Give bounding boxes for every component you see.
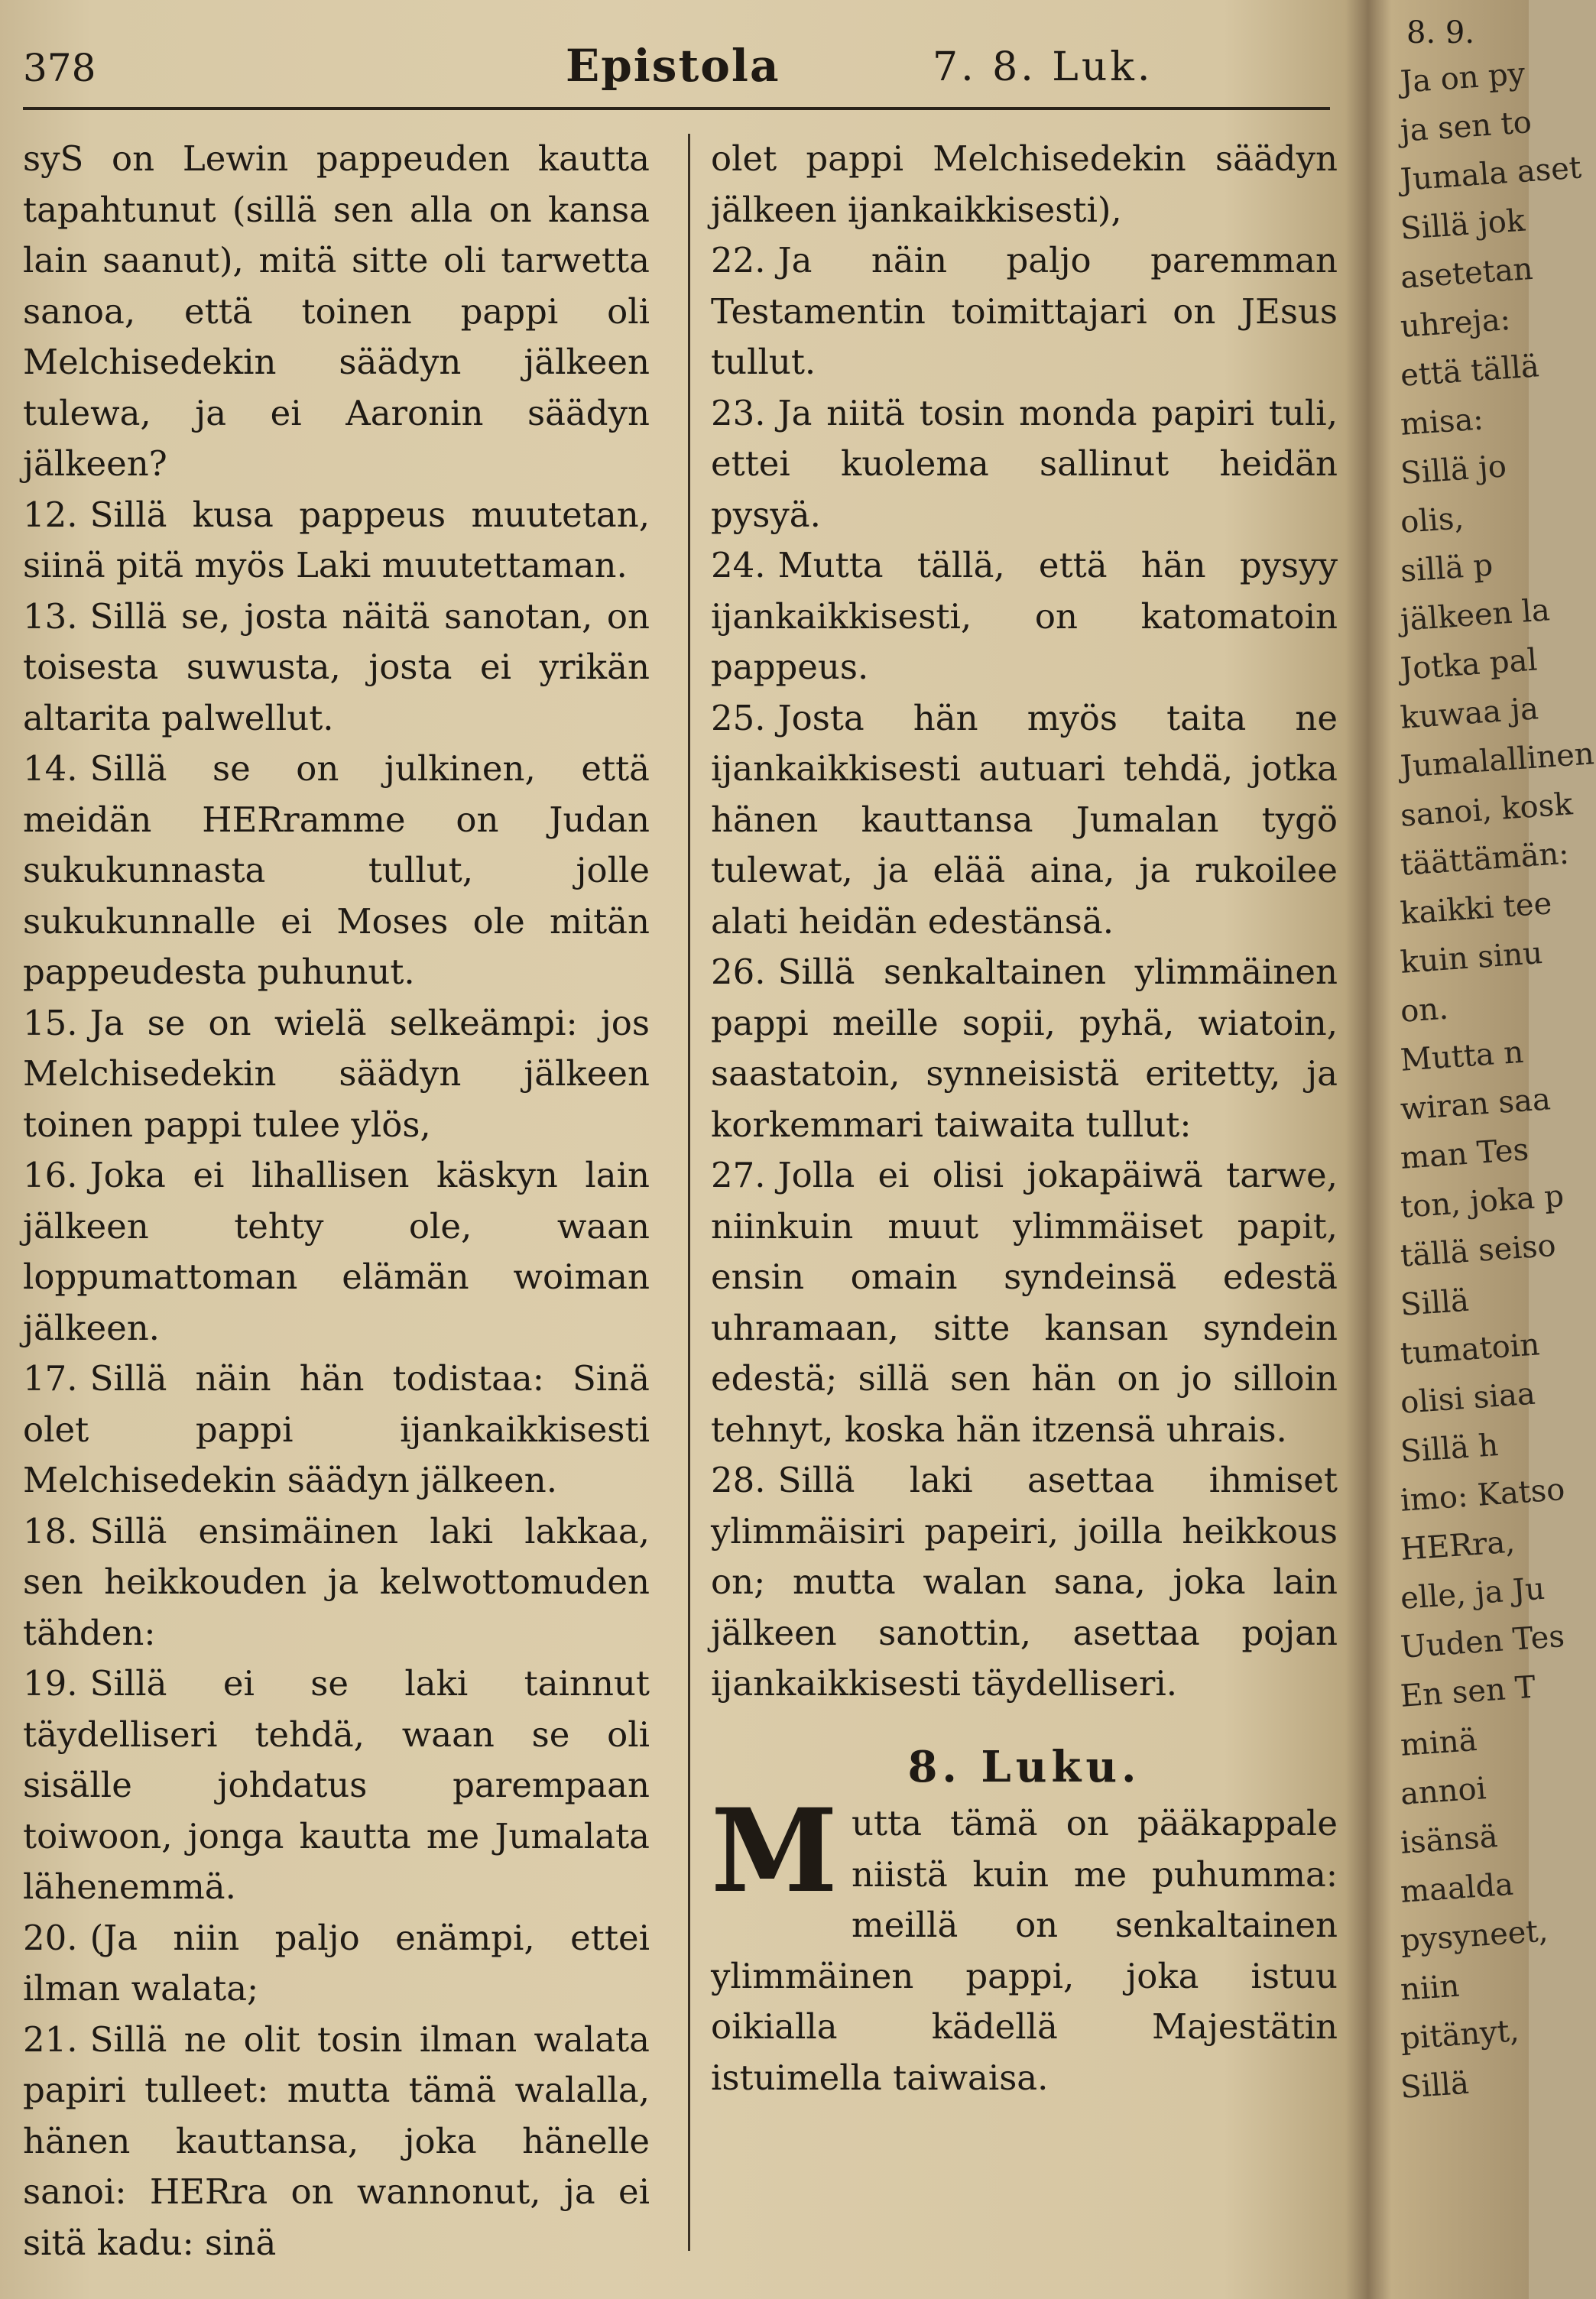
verse <box>711 947 1338 1150</box>
verse <box>23 1354 650 1506</box>
facing-page-line: asetetan <box>1399 251 1534 296</box>
facing-page-line: tällä seiso <box>1399 1227 1558 1274</box>
verse-text: Sillä ne olit tosin ilman walata papiri tulleet: mutta tämä walalla, hänen kauttansa, joka hänelle sanoi: HERra on wannonut, ja ei sitä kadu: sinä <box>23 2019 650 2263</box>
verse-number: 12. <box>23 494 78 535</box>
verse <box>23 744 650 998</box>
verse <box>711 1150 1338 1455</box>
facing-page-header: 8. 9. <box>1406 15 1475 50</box>
verse-text: Sillä ensimäinen laki lakkaa, sen heikkouden ja kelwottomuden tähden: <box>23 1510 650 1653</box>
chapter-reference: 7. 8. Luk. <box>933 44 1153 90</box>
facing-page-line: kuin sinu <box>1399 935 1544 981</box>
verse-text: Sillä se, josta näitä sanotan, on toisesta suwusta, josta ei yrikän altarita palwellut. <box>23 595 650 738</box>
verse-text: (Ja niin paljo enämpi, ettei ilman walata; <box>23 1917 650 2009</box>
facing-page-line: ton, joka p <box>1399 1179 1565 1225</box>
verse-text: Sillä kusa pappeus muutetan, siinä pitä myös Laki muutettaman. <box>23 494 650 585</box>
facing-page-line: annoi <box>1399 1771 1487 1812</box>
verse-continuation: syS on Lewin pappeuden kautta tapahtunut (sillä sen alla on kansa lain saanut), mitä sitte oli tarwetta sanoa, että toinen pappi oli Melchisedekin säädyn jälkeen tulewa, ja ei Aaronin säädyn jälkeen? <box>23 138 650 484</box>
verse <box>711 1455 1338 1710</box>
facing-page-line: Ja on py <box>1399 56 1526 100</box>
facing-page-line: sanoi, kosk <box>1399 786 1574 834</box>
facing-page-line: niin <box>1399 1968 1461 2008</box>
facing-page-line: Jumala aset <box>1399 150 1583 198</box>
drop-cap: M <box>711 1784 839 1918</box>
verse-number: 24. <box>711 545 766 585</box>
facing-page-line: Uuden Tes <box>1399 1618 1566 1665</box>
facing-page-line: on. <box>1399 991 1450 1030</box>
facing-page-line: ja sen to <box>1399 104 1533 149</box>
facing-page-line: pitänyt, <box>1399 2013 1520 2057</box>
verse-text: Ja niitä tosin monda papiri tuli, ettei kuolema sallinut heidän pysyä. <box>711 392 1338 535</box>
facing-page-line: En sen T <box>1399 1669 1537 1714</box>
facing-page-edge <box>1391 0 1596 2299</box>
left-column <box>23 134 650 2268</box>
verse-text: Ja se on wielä selkeämpi: jos Melchisedekin säädyn jälkeen toinen pappi tulee ylös, <box>23 1002 650 1145</box>
chapter-intro <box>711 1784 1338 2103</box>
verse-number: 26. <box>711 952 766 992</box>
verse-number: 19. <box>23 1663 78 1704</box>
verse-text: Sillä laki asettaa ihmiset ylimmäisiri papeiri, joilla heikkous on; mutta walan sana, joka lain jälkeen sanottin, asettaa pojan ijankaikkisesti täydelliseri. <box>711 1460 1338 1704</box>
facing-page-line: isänsä <box>1399 1819 1499 1861</box>
verse-number: 21. <box>23 2019 78 2060</box>
facing-page-line: että tällä <box>1399 349 1541 394</box>
verse <box>23 998 650 1151</box>
verse <box>711 540 1338 693</box>
facing-page-line: elle, ja Ju <box>1399 1571 1546 1616</box>
verse <box>23 490 650 592</box>
facing-page-line: wiran saa <box>1399 1081 1552 1127</box>
facing-page-line: imo: Katso <box>1399 1471 1566 1519</box>
verse <box>23 2015 650 2269</box>
page-number: 378 <box>23 46 96 90</box>
verse-number: 22. <box>711 240 766 280</box>
facing-page-line: minä <box>1399 1722 1478 1763</box>
verse-text: Sillä senkaltainen ylimmäinen pappi meille sopii, pyhä, wiatoin, saastatoin, synneisistä eritetty, ja korkemmari taiwaita tullut: <box>711 952 1338 1145</box>
page-header <box>23 23 1330 110</box>
verse <box>23 1506 650 1659</box>
verse-number: 27. <box>711 1155 766 1195</box>
verse <box>711 693 1338 948</box>
verse-text: Joka ei lihallisen käskyn lain jälkeen tehty ole, waan loppumattoman elämän woiman jälkeen. <box>23 1155 650 1348</box>
facing-page-line: sillä p <box>1399 547 1494 589</box>
facing-page-line: jälkeen la <box>1399 592 1552 638</box>
column-divider <box>688 134 690 2251</box>
verse-number: 25. <box>711 697 766 738</box>
verse-text: Jolla ei olisi jokapäiwä tarwe, niinkuin muut ylimmäiset papit, ensin omain syndeinsä edestä uhramaan, sitte kansan syndein edestä; sillä sen hän on jo silloin tehnyt, koska hän itzensä uhrais. <box>711 1155 1338 1450</box>
facing-page-line: Sillä h <box>1399 1428 1500 1470</box>
verse <box>23 1150 650 1354</box>
facing-page-line: maalda <box>1399 1866 1515 1910</box>
verse-number: 15. <box>23 1002 78 1043</box>
facing-page-line: pysyneet, <box>1399 1913 1549 1959</box>
facing-page-line: Jumalallinen <box>1399 736 1596 785</box>
verse-text: Sillä näin hän todistaa: Sinä olet pappi ijankaikkisesti Melchisedekin säädyn jälkeen. <box>23 1358 650 1500</box>
verse-number: 28. <box>711 1460 766 1500</box>
facing-page-line: Sillä <box>1399 2065 1471 2106</box>
verse <box>711 388 1338 541</box>
verse-number: 23. <box>711 392 766 433</box>
facing-page-line: HERra, <box>1399 1524 1517 1568</box>
right-column <box>711 134 1338 2103</box>
facing-page-lines <box>1391 56 1596 2113</box>
verse <box>23 1659 650 1913</box>
facing-page-line: Jotka pal <box>1399 642 1539 687</box>
facing-page-line: täättämän: <box>1399 835 1571 883</box>
facing-page-line: Sillä jo <box>1399 449 1508 491</box>
verse <box>23 592 650 744</box>
facing-page-line: kuwaa ja <box>1399 691 1540 736</box>
chapter-intro-text: utta tämä on pääkappale niistä kuin me puhumma: meillä on senkaltainen ylimmäinen pappi, joka istuu oikialla kädellä Majestätin istuimella taiwaisa. <box>711 1803 1338 2098</box>
verse-number: 20. <box>23 1917 78 1958</box>
verse-text: Sillä ei se laki tainnut täydelliseri tehdä, waan se oli sisälle johdatus parempaan toiwoon, jonga kautta me Jumalata lähenemmä. <box>23 1663 650 1907</box>
facing-page-line: olisi siaa <box>1399 1376 1537 1421</box>
verse <box>711 235 1338 388</box>
verse-text: Sillä se on julkinen, että meidän HERramme on Judan sukukunnasta tullut, jolle sukukunnalle ei Moses ole mitän pappeudesta puhunut. <box>23 748 650 992</box>
facing-page-line: Mutta n <box>1399 1034 1525 1078</box>
verse-text: Ja näin paljo paremman Testamentin toimittajari on JEsus tullut. <box>711 240 1338 382</box>
facing-page-line: Sillä jok <box>1399 203 1526 247</box>
facing-page-line: uhreja: <box>1399 301 1512 345</box>
verse-number: 17. <box>23 1358 78 1399</box>
verse-number: 13. <box>23 595 78 637</box>
facing-page-line: man Tes <box>1399 1132 1530 1176</box>
verse-text: Josta hän myös taita ne ijankaikkisesti autuari tehdä, jotka hänen kauttansa Jumalan tygö tulewat, ja elää aina, ja rukoilee alati heidän edestänsä. <box>711 697 1338 942</box>
verse-continuation: olet pappi Melchisedekin säädyn jälkeen ijankaikkisesti), <box>711 138 1338 230</box>
verse-text: Mutta tällä, että hän pysyy ijankaikkisesti, on katomatoin pappeus. <box>711 545 1338 687</box>
facing-page-line: olis, <box>1399 501 1465 540</box>
verse <box>23 1913 650 2015</box>
facing-page-line: Sillä <box>1399 1282 1471 1323</box>
chapter-heading: 8. Luku. <box>907 1741 1141 1792</box>
facing-page-line: misa: <box>1399 401 1485 443</box>
facing-page-line: tumatoin <box>1399 1327 1541 1372</box>
verse-number: 18. <box>23 1510 78 1552</box>
verse-number: 16. <box>23 1155 78 1195</box>
verse-number: 14. <box>23 748 78 789</box>
running-title: Epistola <box>566 40 780 92</box>
facing-page-line: kaikki tee <box>1399 886 1553 932</box>
